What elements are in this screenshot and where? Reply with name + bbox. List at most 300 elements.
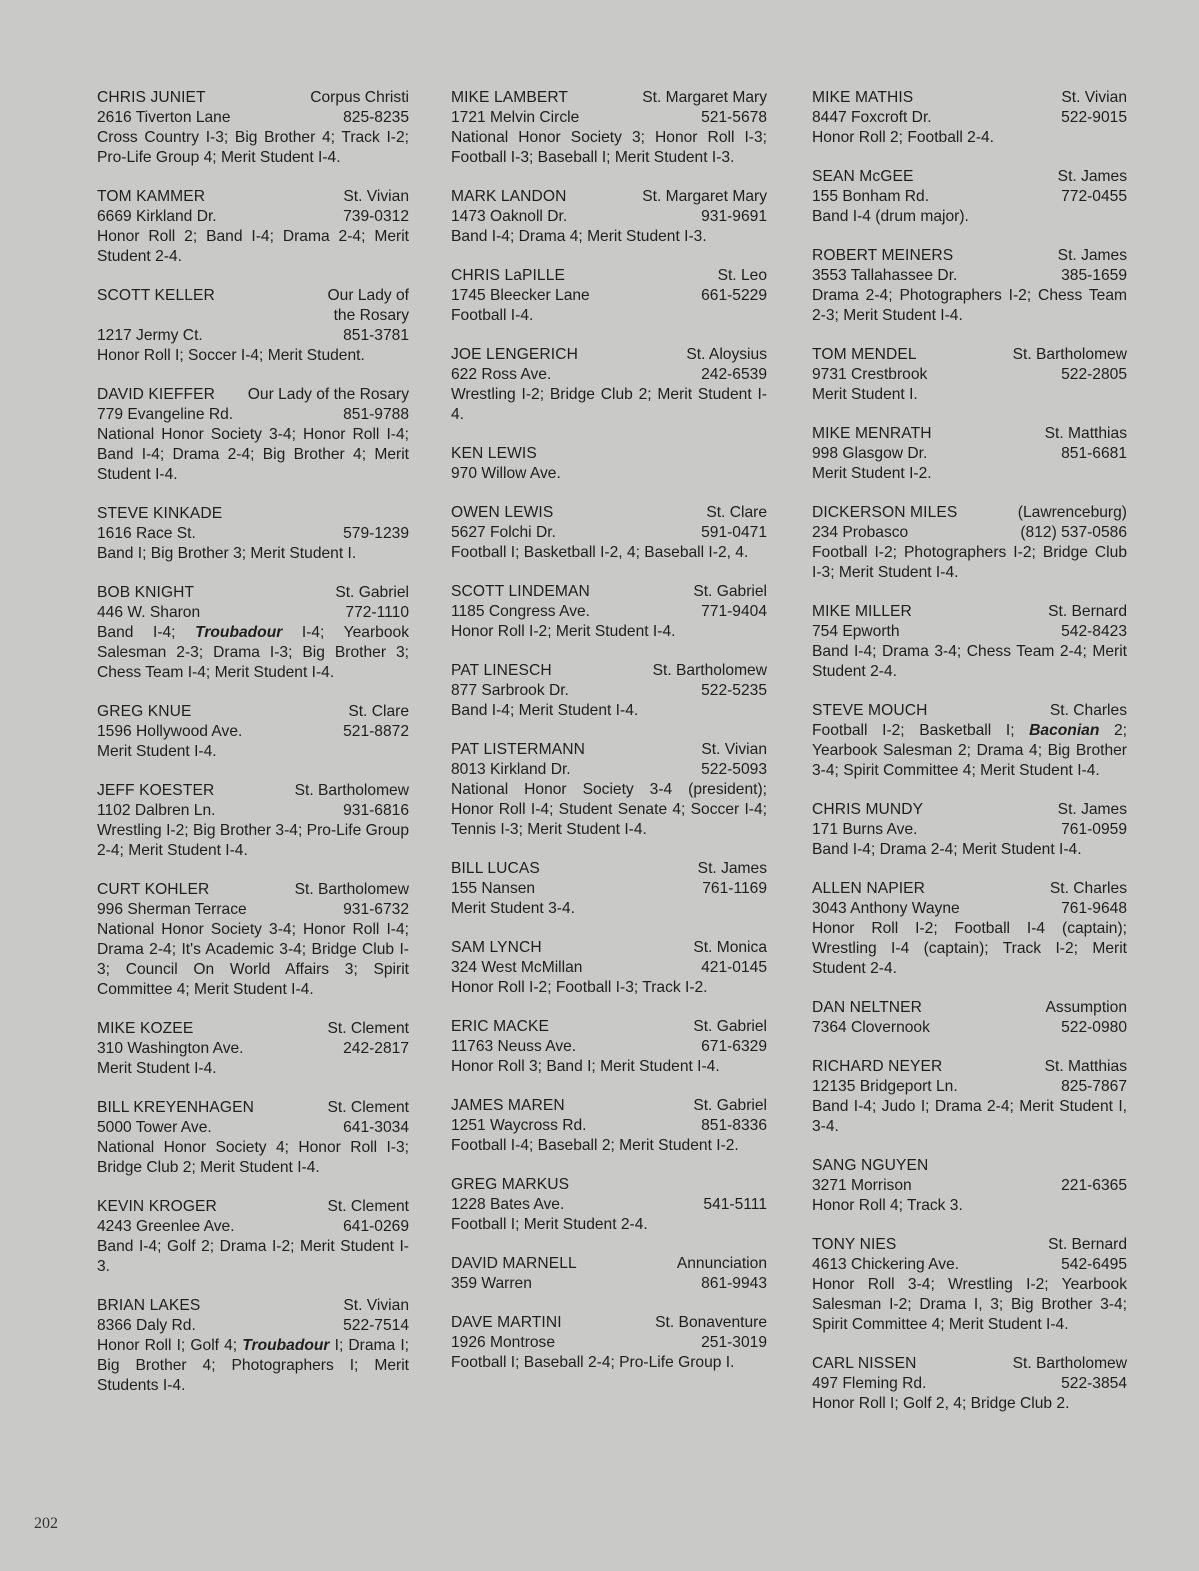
student-name: CHRIS MUNDY [812,801,924,818]
student-entry [812,998,1127,1038]
student-address: 8013 Kirkland Dr. [451,761,571,778]
entry-header-row [97,880,409,900]
student-entry [812,1354,1127,1414]
entry-header-row [451,1313,767,1333]
student-activities: Honor Roll 4; Track 3. [812,1197,963,1214]
student-name: CARL NISSEN [812,1355,917,1372]
entry-contact-row [97,1039,409,1059]
entry-header-row [97,1019,409,1039]
entry-header-row [451,1017,767,1037]
student-parish: Our Lady of the Rosary [247,386,409,403]
student-name: GREG MARKUS [451,1176,570,1193]
student-parish: St. James [1057,247,1127,264]
student-name: RICHARD NEYER [812,1058,943,1075]
student-entry [451,187,767,247]
student-address: 1251 Waycross Rd. [451,1117,587,1134]
student-name: MIKE MENRATH [812,425,932,442]
student-parish: St. Clement [327,1198,409,1215]
student-entry [97,187,409,267]
student-phone: 761-0959 [1061,821,1127,838]
student-name: STEVE KINKADE [97,505,223,522]
student-parish: St. Gabriel [335,584,409,601]
entry-header-row [812,1156,1127,1176]
student-entry [812,503,1127,583]
student-parish: St. Charles [1049,880,1127,897]
entry-contact-row [812,1255,1127,1275]
student-parish: St. Monica [693,939,767,956]
student-address: 171 Burns Ave. [812,821,918,838]
entry-contact-row [451,681,767,701]
page-number: 202 [34,1515,58,1532]
student-entry [812,1057,1127,1137]
student-entry [451,859,767,919]
student-parish: Our Lady of the Rosary [327,287,409,324]
entry-contact-row [97,108,409,128]
student-activities: Drama 2-4; Photographers I-2; Chess Team 2-3; Merit Student I-4. [812,287,1127,324]
student-activities: Merit Student 3-4. [451,900,575,917]
entry-contact-row [451,108,767,128]
student-entry [451,582,767,642]
student-address: 359 Warren [451,1275,532,1292]
entry-header-row [812,879,1127,899]
student-phone: 522-5093 [701,761,767,778]
student-parish: St. Bartholomew [1012,346,1127,363]
student-phone: 522-2805 [1061,366,1127,383]
student-name: OWEN LEWIS [451,504,554,521]
entry-header-row [451,859,767,879]
entry-header-row [451,444,767,464]
student-address: 9731 Crestbrook [812,366,928,383]
entry-header-row [812,602,1127,622]
entry-contact-row [97,1316,409,1336]
student-entry [812,167,1127,227]
student-activities: Honor Roll I; Golf 2, 4; Bridge Club 2. [812,1395,1070,1412]
student-name: PAT LINESCH [451,662,552,679]
student-name: ERIC MACKE [451,1018,550,1035]
student-phone: 385-1659 [1061,267,1127,284]
entry-contact-row [812,1018,1127,1038]
student-parish: St. Margaret Mary [642,188,767,205]
student-activities: Honor Roll I; Soccer I-4; Merit Student. [97,347,365,364]
student-phone: 542-8423 [1061,623,1127,640]
entry-contact-row [451,464,767,484]
student-phone: 771-9404 [701,603,767,620]
entry-header-row [451,1096,767,1116]
entry-header-row [812,424,1127,444]
entry-header-row [97,1296,409,1316]
student-entry [812,879,1127,979]
student-activities: Honor Roll 2; Band I-4; Drama 2-4; Merit Student 2-4. [97,228,409,265]
student-entry [451,444,767,484]
student-entry [812,800,1127,860]
entry-header-row [97,385,409,405]
student-name: ALLEN NAPIER [812,880,925,897]
entry-header-row [812,246,1127,266]
student-address: 1745 Bleecker Lane [451,287,590,304]
student-entry [451,1313,767,1373]
student-address: 5627 Folchi Dr. [451,524,556,541]
entry-contact-row [812,444,1127,464]
student-address: 7364 Clovernook [812,1019,930,1036]
entry-header-row [812,800,1127,820]
student-phone: 761-1169 [702,880,767,897]
entry-header-row [451,187,767,207]
student-entry [812,246,1127,326]
student-address: 4613 Chickering Ave. [812,1256,960,1273]
entry-contact-row [812,899,1127,919]
student-activities: National Honor Society 3-4 (president); Honor Roll I-4; Student Senate 4; Soccer I-4; Tennis I-3; Merit Student I-4. [451,781,767,838]
entry-contact-row [812,820,1127,840]
student-activities: Honor Roll 3; Band I; Merit Student I-4. [451,1058,720,1075]
student-phone: 861-9943 [701,1275,767,1292]
student-entry [451,1017,767,1077]
entry-contact-row [451,602,767,622]
student-phone: 761-9648 [1061,900,1127,917]
student-name: SANG NGUYEN [812,1157,929,1174]
entry-contact-row [97,603,409,623]
student-entry [812,602,1127,682]
student-parish: St. Leo [717,267,767,284]
student-name: JEFF KOESTER [97,782,215,799]
student-parish: St. Clement [327,1099,409,1116]
student-entry [812,701,1127,781]
student-entry [97,88,409,168]
entry-contact-row [97,1217,409,1237]
student-phone: 931-6816 [343,802,409,819]
student-phone: 739-0312 [343,208,409,225]
student-parish: (Lawrenceburg) [1017,504,1127,521]
entry-contact-row [812,1176,1127,1196]
entry-header-row [451,661,767,681]
student-entry [812,424,1127,484]
student-activities: National Honor Society 3; Honor Roll I-3; Football I-3; Baseball I; Merit Student I-3. [451,129,767,166]
student-entry [97,583,409,683]
student-entry [451,1096,767,1156]
student-name: BILL LUCAS [451,860,540,877]
student-activities: Band I; Big Brother 3; Merit Student I. [97,545,357,562]
student-parish: St. Clement [327,1020,409,1037]
directory-column-1 [97,88,409,1415]
student-name: DICKERSON MILES [812,504,958,521]
student-entry [97,286,409,366]
student-address: 155 Nansen [451,880,536,897]
student-phone: 521-8872 [343,723,409,740]
student-name: BRIAN LAKES [97,1297,201,1314]
student-parish: St. Matthias [1044,1058,1127,1075]
student-name: BILL KREYENHAGEN [97,1099,255,1116]
student-parish: St. Clare [706,504,767,521]
student-entry [812,1235,1127,1335]
student-name: MIKE KOZEE [97,1020,194,1037]
student-phone: 579-1239 [343,525,409,542]
student-activities: Honor Roll I; Golf 4; Troubadour I; Drama I; Big Brother 4; Photographers I; Merit Students I-4. [97,1337,409,1394]
entry-header-row [97,702,409,722]
student-address: 1596 Hollywood Ave. [97,723,243,740]
student-phone: 851-9788 [343,406,409,423]
student-entry [451,740,767,840]
student-entry [97,702,409,762]
entry-contact-row [451,879,767,899]
student-phone: 421-0145 [701,959,767,976]
entry-header-row [451,345,767,365]
student-phone: 851-8336 [701,1117,767,1134]
student-activities: Wrestling I-2; Big Brother 3-4; Pro-Life Group 2-4; Merit Student I-4. [97,822,409,859]
student-parish: St. Gabriel [693,1018,767,1035]
student-name: SEAN McGEE [812,168,914,185]
student-activities: National Honor Society 3-4; Honor Roll I-4; Drama 2-4; It's Academic 3-4; Bridge Club I-3; Council On World Affairs 3; Spirit Committee 4; Merit Student I-4. [97,921,409,998]
entry-contact-row [97,722,409,742]
student-parish: St. Margaret Mary [642,89,767,106]
student-activities: Football I-2; Photographers I-2; Bridge Club I-3; Merit Student I-4. [812,544,1127,581]
student-name: DAVID MARNELL [451,1255,577,1272]
entry-header-row [812,345,1127,365]
entry-contact-row [812,365,1127,385]
student-phone: 931-6732 [343,901,409,918]
student-name: TONY NIES [812,1236,897,1253]
student-address: 6669 Kirkland Dr. [97,208,217,225]
student-activities: Band I-4; Golf 2; Drama I-2; Merit Student I-3. [97,1238,409,1275]
student-address: 779 Evangeline Rd. [97,406,234,423]
student-address: 1228 Bates Ave. [451,1196,565,1213]
entry-contact-row [451,958,767,978]
student-name: CHRIS LaPILLE [451,267,565,284]
student-parish: St. Bartholomew [294,782,409,799]
student-parish: St. Gabriel [693,583,767,600]
student-activities: Football I; Basketball I-2, 4; Baseball I-2, 4. [451,544,749,561]
directory-column-2 [451,88,767,1392]
student-entry [97,1019,409,1079]
student-phone: 242-2817 [343,1040,409,1057]
student-name: DAN NELTNER [812,999,922,1016]
entry-contact-row [451,1037,767,1057]
student-address: 1926 Montrose [451,1334,556,1351]
entry-contact-row [97,405,409,425]
student-phone: 671-6329 [701,1038,767,1055]
student-address: 996 Sherman Terrace [97,901,247,918]
entry-header-row [812,1354,1127,1374]
student-phone: 641-0269 [343,1218,409,1235]
student-parish: St. Vivian [343,188,409,205]
student-parish: St. Bernard [1048,1236,1127,1253]
student-address: 310 Washington Ave. [97,1040,244,1057]
student-entry [451,345,767,425]
entry-header-row [812,503,1127,523]
entry-contact-row [812,1077,1127,1097]
student-address: 446 W. Sharon [97,604,201,621]
student-address: 324 West McMillan [451,959,583,976]
student-activities: Honor Roll I-2; Merit Student I-4. [451,623,676,640]
student-activities: National Honor Society 4; Honor Roll I-3; Bridge Club 2; Merit Student I-4. [97,1139,409,1176]
entry-contact-row [812,523,1127,543]
student-address: 4243 Greenlee Ave. [97,1218,235,1235]
entry-header-row [812,701,1127,721]
student-activities: Merit Student I-4. [97,743,217,760]
entry-header-row [812,88,1127,108]
student-phone: 851-3781 [343,327,409,344]
student-name: SCOTT LINDEMAN [451,583,590,600]
student-name: JAMES MAREN [451,1097,565,1114]
student-name: MIKE LAMBERT [451,89,569,106]
student-address: 3043 Anthony Wayne [812,900,960,917]
student-address: 1102 Dalbren Ln. [97,802,216,819]
student-entry [97,781,409,861]
entry-header-row [451,1254,767,1274]
entry-header-row [97,504,409,524]
entry-contact-row [451,1195,767,1215]
student-address: 1616 Race St. [97,525,196,542]
student-entry [97,1296,409,1396]
student-entry [451,938,767,998]
student-activities: Merit Student I-4. [97,1060,217,1077]
entry-contact-row [97,207,409,227]
student-address: 970 Willow Ave. [451,465,561,482]
directory-column-3 [812,88,1127,1433]
entry-contact-row [97,326,409,346]
student-entry [451,1175,767,1235]
entry-header-row [451,582,767,602]
student-name: TOM KAMMER [97,188,206,205]
student-address: 11763 Neuss Ave. [451,1038,577,1055]
student-phone: 522-5235 [701,682,767,699]
student-phone: 251-3019 [701,1334,767,1351]
student-activities: Football I-4. [451,307,534,324]
student-parish: St. Clare [348,703,409,720]
student-parish: St. Bernard [1048,603,1127,620]
student-activities: Band I-4; Merit Student I-4. [451,702,639,719]
entry-header-row [451,503,767,523]
student-address: 234 Probasco [812,524,909,541]
student-parish: St. Bartholomew [294,881,409,898]
student-entry [812,1156,1127,1216]
student-activities: Football I-4; Baseball 2; Merit Student I-2. [451,1137,739,1154]
student-entry [812,345,1127,405]
student-address: 877 Sarbrook Dr. [451,682,569,699]
student-name: STEVE MOUCH [812,702,928,719]
student-activities: Merit Student I-2. [812,465,932,482]
student-phone: 661-5229 [701,287,767,304]
entry-contact-row [97,524,409,544]
student-activities: Band I-4; Drama 4; Merit Student I-3. [451,228,707,245]
student-activities: Band I-4; Judo I; Drama 2-4; Merit Student I, 3-4. [812,1098,1127,1135]
student-address: 12135 Bridgeport Ln. [812,1078,958,1095]
student-phone: 522-0980 [1061,1019,1127,1036]
student-address: 1217 Jermy Ct. [97,327,203,344]
student-name: DAVE MARTINI [451,1314,562,1331]
student-parish: St. Vivian [701,741,767,758]
entry-header-row [812,1235,1127,1255]
student-address: 622 Ross Ave. [451,366,552,383]
student-parish: St. Bartholomew [1012,1355,1127,1372]
student-name: CHRIS JUNIET [97,89,206,106]
student-address: 8447 Foxcroft Dr. [812,109,932,126]
student-parish: St. Bonaventure [655,1314,767,1331]
student-entry [451,503,767,563]
entry-header-row [812,167,1127,187]
entry-contact-row [451,523,767,543]
entry-header-row [97,187,409,207]
student-phone: 851-6681 [1061,445,1127,462]
student-name: CURT KOHLER [97,881,210,898]
student-activities: Band I-4 (drum major). [812,208,969,225]
student-phone: 931-9691 [701,208,767,225]
student-activities: Band I-4; Troubadour I-4; Yearbook Salesman 2-3; Drama I-3; Big Brother 3; Chess Team I-4; Merit Student I-4. [97,624,409,681]
entry-header-row [451,938,767,958]
student-phone: 825-8235 [343,109,409,126]
student-phone: 221-6365 [1061,1177,1127,1194]
entry-contact-row [812,266,1127,286]
student-phone: 772-1110 [345,604,409,621]
student-activities: Football I-2; Basketball I; Baconian 2; Yearbook Salesman 2; Drama 4; Big Brother 3-4; Spirit Committee 4; Merit Student I-4. [812,722,1127,779]
student-entry [451,88,767,168]
entry-header-row [451,88,767,108]
student-parish: Annunciation [676,1255,767,1272]
entry-contact-row [451,286,767,306]
entry-contact-row [451,365,767,385]
student-name: BOB KNIGHT [97,584,195,601]
entry-contact-row [451,760,767,780]
student-activities: Band I-4; Drama 2-4; Merit Student I-4. [812,841,1082,858]
student-name: MIKE MILLER [812,603,912,620]
student-entry [97,1098,409,1178]
student-name: GREG KNUE [97,703,192,720]
student-name: SAM LYNCH [451,939,542,956]
student-activities: Honor Roll 2; Football 2-4. [812,129,995,146]
student-parish: St. Charles [1049,702,1127,719]
entry-header-row [97,583,409,603]
student-entry [451,266,767,326]
entry-contact-row [97,900,409,920]
student-address: 3553 Tallahassee Dr. [812,267,958,284]
student-entry [97,504,409,564]
entry-header-row [451,266,767,286]
student-activities: Honor Roll I-2; Football I-4 (captain); Wrestling I-4 (captain); Track I-2; Merit Student 2-4. [812,920,1127,977]
student-address: 1473 Oaknoll Dr. [451,208,568,225]
student-phone: 242-6539 [701,366,767,383]
entry-contact-row [451,1116,767,1136]
student-parish: St. Gabriel [693,1097,767,1114]
student-address: 155 Bonham Rd. [812,188,930,205]
student-phone: 825-7867 [1061,1078,1127,1095]
student-activities: Cross Country I-3; Big Brother 4; Track I-2; Pro-Life Group 4; Merit Student I-4. [97,129,409,166]
student-phone: 522-9015 [1061,109,1127,126]
entry-header-row [97,88,409,108]
student-name: SCOTT KELLER [97,287,215,304]
student-address: 2616 Tiverton Lane [97,109,231,126]
student-parish: Corpus Christi [310,89,409,106]
student-parish: St. Matthias [1044,425,1127,442]
student-phone: 641-3034 [343,1119,409,1136]
entry-contact-row [97,1118,409,1138]
student-name: MIKE MATHIS [812,89,914,106]
student-activities: Honor Roll 3-4; Wrestling I-2; Yearbook Salesman I-2; Drama I, 3; Big Brother 3-4; Spirit Committee 4; Merit Student I-4. [812,1276,1127,1333]
student-address: 1185 Congress Ave. [451,603,590,620]
entry-contact-row [451,1333,767,1353]
student-phone: 541-5111 [703,1196,767,1213]
entry-contact-row [812,108,1127,128]
student-activities: National Honor Society 3-4; Honor Roll I-4; Band I-4; Drama 2-4; Big Brother 4; Merit Student I-4. [97,426,409,483]
student-parish: St. Vivian [1061,89,1127,106]
entry-header-row [97,1197,409,1217]
student-entry [812,88,1127,148]
student-address: 8366 Daly Rd. [97,1317,196,1334]
student-phone: 591-0471 [701,524,767,541]
student-name: MARK LANDON [451,188,567,205]
entry-contact-row [812,1374,1127,1394]
student-activities: Band I-4; Drama 3-4; Chess Team 2-4; Merit Student 2-4. [812,643,1127,680]
student-address: 1721 Melvin Circle [451,109,580,126]
student-entry [97,880,409,1000]
student-phone: 521-5678 [701,109,767,126]
